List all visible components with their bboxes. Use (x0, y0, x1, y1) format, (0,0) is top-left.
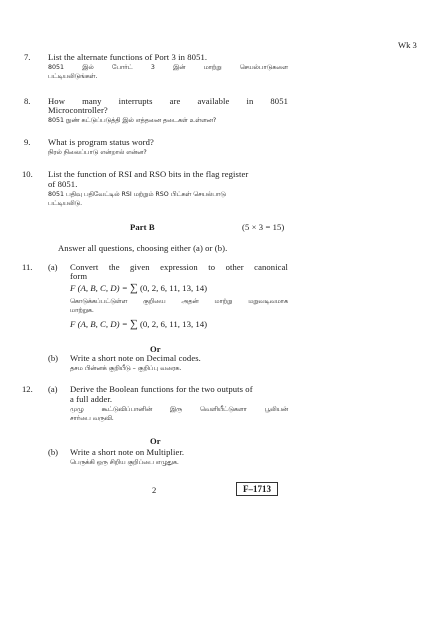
question-number: 10. (22, 169, 33, 179)
question-text: How many interrupts are available in 8051 (48, 96, 288, 106)
expression-rhs: (0, 2, 6, 11, 13, 14) (139, 283, 208, 293)
option-a-expression-repeat (70, 318, 207, 330)
option-a-text-tamil: முழு கூட்டுவிப்பானின் இரு வெளியீட்டுகளா பூலியன் (70, 406, 288, 413)
expression-lhs: F (A, B, C, D) = (70, 319, 128, 329)
question-text-tamil-cont: பட்டியலிடுங்கள். (48, 73, 98, 80)
option-b-text: Write a short note on Multiplier. (70, 447, 185, 457)
option-a-text: Derive the Boolean functions for the two outputs of (70, 384, 253, 394)
question-text-tamil: 8051 பதிவு பதிவேட்டில் RSI மற்றும் RSO பிட்கள் செயல்பாடு (48, 191, 226, 198)
expression-rhs: (0, 2, 6, 11, 13, 14) (139, 319, 208, 329)
option-a-text: Convert the given expression to other canonical (70, 262, 288, 272)
paper-code: F–1713 (236, 482, 278, 496)
question-number: 9. (24, 137, 31, 147)
sigma-symbol: ∑ (129, 282, 138, 294)
option-b-text: Write a short note on Decimal codes. (70, 353, 201, 363)
option-b-text-tamil: பெருக்கி ஒரு சிறிய குறிப்பை எழுதுக. (70, 459, 179, 466)
question-number: 12. (22, 384, 33, 394)
question-text: What is program status word? (48, 137, 154, 147)
option-b-label: (b) (48, 447, 59, 457)
expression-lhs: F (A, B, C, D) = (70, 283, 128, 293)
option-a-text-tamil: கொடுக்கப்பட்டுள்ள குறியை அதன் மாற்று மறுவடிவமாக (70, 298, 288, 305)
week-label: Wk 3 (398, 40, 417, 50)
question-number: 8. (24, 96, 31, 106)
sigma-symbol: ∑ (129, 318, 138, 330)
question-text: List the function of RSI and RSO bits in the flag register (48, 169, 249, 179)
or-separator: Or (150, 344, 161, 354)
question-text-tamil: நிரல் நிலைப்பாடு என்றால் என்ன? (48, 149, 147, 156)
option-b-text-tamil: தசம பின்னக் குறியீடு – குறிப்பு வரைக. (70, 365, 182, 372)
option-a-text-cont: a full adder. (70, 394, 113, 404)
question-number: 7. (24, 52, 31, 62)
question-text-cont: Microcontroller? (48, 105, 108, 115)
question-text: List the alternate functions of Port 3 in 8051. (48, 52, 208, 62)
option-a-text-cont: form (70, 271, 88, 281)
question-number: 11. (22, 262, 33, 272)
option-a-text-tamil-cont: சார்பை வருவி. (70, 415, 114, 422)
page-number: 2 (152, 485, 157, 495)
question-text-tamil-cont: பட்டியலிடு. (48, 200, 83, 207)
question-text-tamil: 8051 நுண் கட்டுப்படுத்தி இல் எத்தனை தடைகள் உள்ளன? (48, 117, 217, 124)
option-a-expression (70, 282, 207, 294)
option-b-label: (b) (48, 353, 59, 363)
option-a-label: (a) (48, 384, 58, 394)
part-b-title: Part B (130, 222, 155, 232)
question-text-cont: of 8051. (48, 179, 78, 189)
part-b-instruction: Answer all questions, choosing either (a) or (b). (58, 243, 228, 253)
or-separator: Or (150, 436, 161, 446)
option-a-label: (a) (48, 262, 58, 272)
part-b-marks: (5 × 3 = 15) (242, 222, 285, 232)
option-a-text-tamil-cont: மாற்றுக. (70, 307, 94, 314)
question-text-tamil: 8051 இல் போர்ட் 3 இன் மாற்று செயல்பாடுகளை (48, 64, 288, 71)
